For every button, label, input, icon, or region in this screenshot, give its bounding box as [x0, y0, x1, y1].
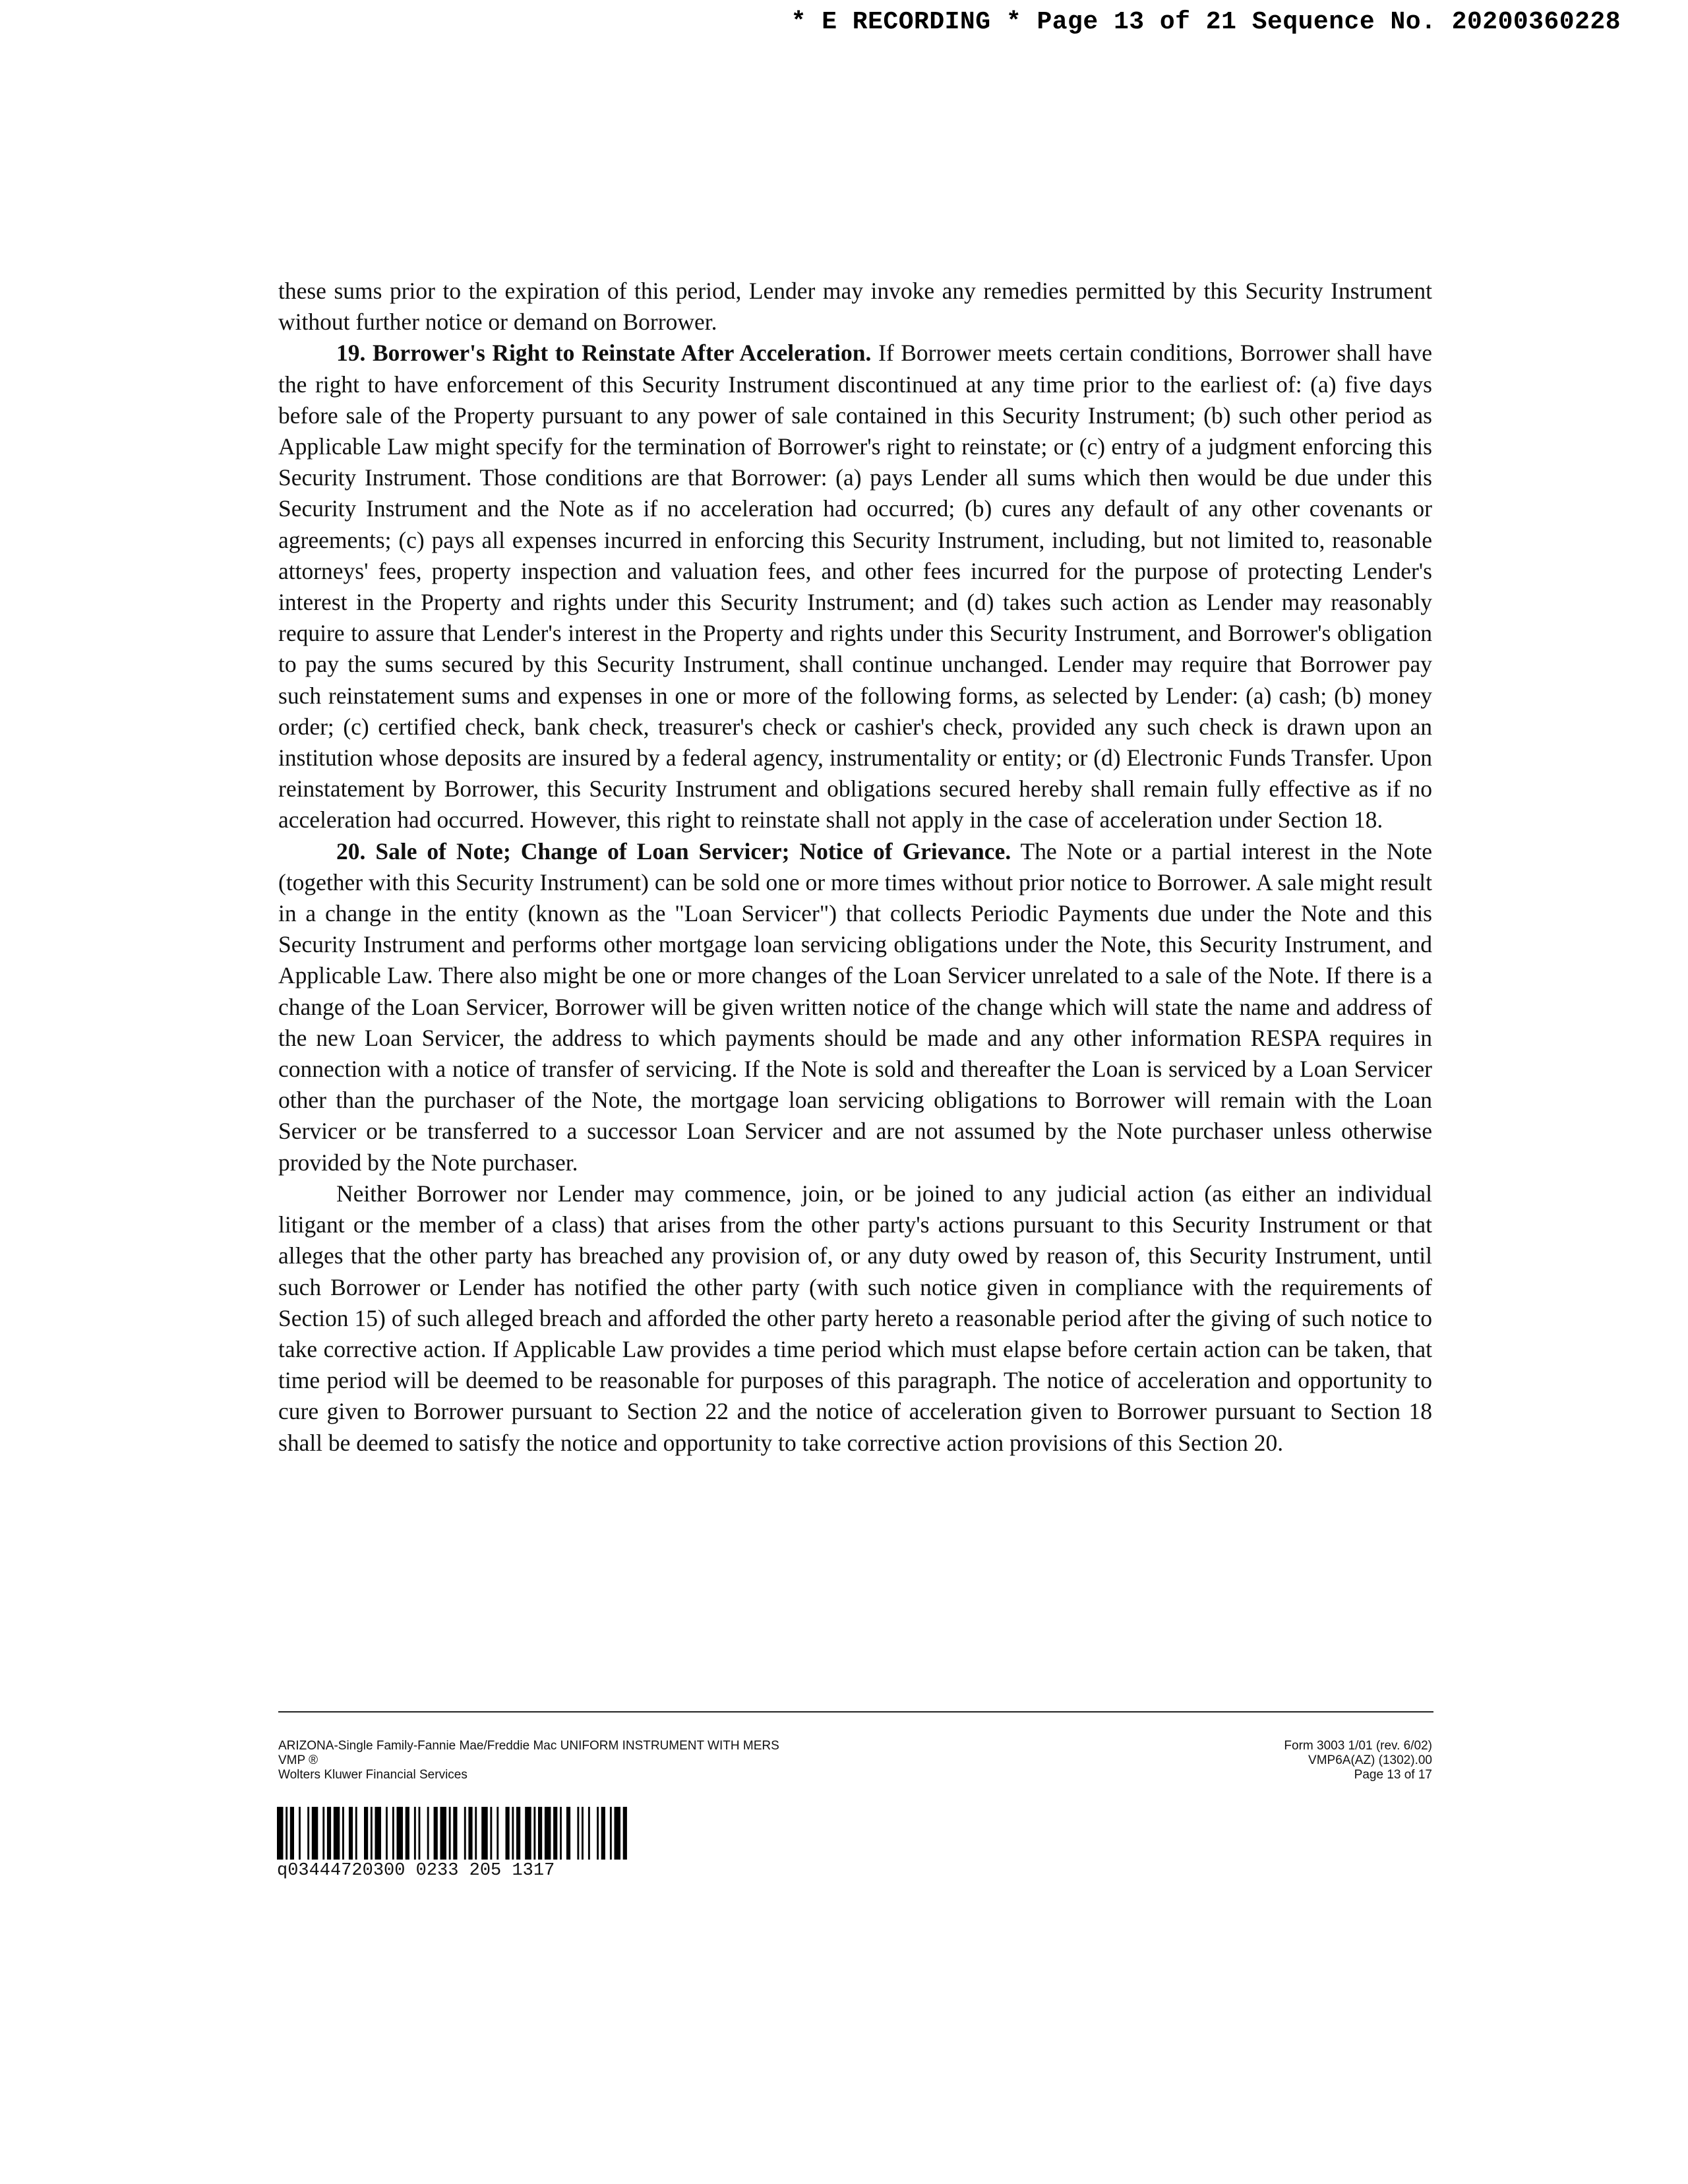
- barcode-bar: [481, 1807, 488, 1860]
- barcode-bar: [307, 1807, 309, 1860]
- barcode-bar: [312, 1807, 318, 1860]
- barcode-bar: [516, 1807, 520, 1860]
- footer-right: [1284, 1739, 1432, 1782]
- barcode-bar: [577, 1807, 579, 1860]
- page-indicator: Page 13 of 17: [1354, 1768, 1432, 1782]
- section-19-heading: 19. Borrower's Right to Reinstate After Acceleration.: [336, 340, 872, 367]
- recording-header: * E RECORDING * Page 13 of 21 Sequence No. 20200360228: [791, 8, 1621, 36]
- barcode-bar: [386, 1807, 388, 1860]
- barcode-bar: [468, 1807, 472, 1860]
- barcode-bar: [610, 1807, 612, 1860]
- barcode-bar: [327, 1807, 331, 1860]
- section-20-second-paragraph: Neither Borrower nor Lender may commence, join, or be joined to any judicial action (as either an individual litigant or the member of a class) that arises from the other party's actions pursuant to this Security Instrument or that alleges that the other party has breached any provision of, or any duty owed by reason of, this Security Instrument, until such Borrower or Lender has notified the other party (with such notice given in compliance with the requirements of Section 15) of such alleged breach and afforded the other party hereto a reasonable period after the giving of such notice to take corrective action. If Applicable Law provides a time period which must elapse before certain action can be taken, that time period will be deemed to be reasonable for purposes of this paragraph. The notice of acceleration and opportunity to cure given to Borrower pursuant to Section 22 and the notice of acceleration given to Borrower pursuant to Section 18 shall be deemed to satisfy the notice and opportunity to take corrective action provisions of this Section 20.: [278, 1180, 1432, 1456]
- barcode-bar: [364, 1807, 368, 1860]
- barcode-bar: [414, 1807, 416, 1860]
- vmp-mark: VMP ®: [278, 1753, 318, 1767]
- form-code: VMP6A(AZ) (1302).00: [1308, 1753, 1432, 1767]
- barcode-bar: [560, 1807, 562, 1860]
- barcode-bar: [406, 1807, 409, 1860]
- barcode-bar: [525, 1807, 531, 1860]
- barcode-bar: [419, 1807, 421, 1860]
- barcode-bar: [464, 1807, 466, 1860]
- barcode-bar: [497, 1807, 498, 1860]
- barcode-image: [277, 1807, 732, 1860]
- barcode-bar: [533, 1807, 535, 1860]
- barcode-bar: [490, 1807, 492, 1860]
- barcode-bar: [566, 1807, 570, 1860]
- barcode-bar: [449, 1807, 451, 1860]
- barcode-bar: [453, 1807, 457, 1860]
- barcode-bar: [277, 1807, 284, 1860]
- barcode-bar: [512, 1807, 514, 1860]
- barcode-bar: [475, 1807, 477, 1860]
- barcode-bar: [582, 1807, 584, 1860]
- section-20-text: The Note or a partial interest in the Note (together with this Security Instrument) can be sold one or more times without prior notice to Borrower. A sale might result in a change in the entity (known as the "Loan Servicer") that collects Periodic Payments due under the Note and this Security Instrument and performs other mortgage loan servicing obligations under the Note, this Security Instrument, and Applicable Law. There also might be one or more changes of the Loan Servicer unrelated to a sale of the Note. If there is a change of the Loan Servicer, Borrower will be given written notice of the change which will state the name and address of the new Loan Servicer, the address to which payments should be made and any other information RESPA requires in connection with a notice of transfer of servicing. If the Note is sold and thereafter the Loan is serviced by a Loan Servicer other than the purchaser of the Note, the mortgage loan servicing obligations to Borrower will remain with the Loan Servicer or be transferred to a successor Loan Servicer and are not assumed by the Note purchaser unless otherwise provided by the Note purchaser.: [278, 837, 1433, 1176]
- barcode-bar: [506, 1807, 510, 1860]
- barcode-bar: [334, 1807, 340, 1860]
- section-19-paragraph: [278, 338, 1432, 835]
- barcode-bar: [322, 1807, 324, 1860]
- barcode-bar: [538, 1807, 542, 1860]
- barcode-bar: [434, 1807, 438, 1860]
- continuation-paragraph: these sums prior to the expiration of this period, Lender may invoke any remedies permitted by this Security Instrument without further notice or demand on Borrower.: [278, 278, 1432, 336]
- form-title: ARIZONA-Single Family-Fannie Mae/Freddie Mac UNIFORM INSTRUMENT WITH MERS: [278, 1739, 779, 1753]
- barcode-bar: [553, 1807, 557, 1860]
- barcode-bar: [286, 1807, 287, 1860]
- barcode-bar: [440, 1807, 447, 1860]
- barcode-bar: [342, 1807, 344, 1860]
- barcode-bar: [427, 1807, 429, 1860]
- publisher-name: Wolters Kluwer Financial Services: [278, 1768, 467, 1782]
- section-20-paragraph: [278, 836, 1432, 1178]
- barcode-bar: [545, 1807, 551, 1860]
- barcode-bar: [615, 1807, 621, 1860]
- barcode-bar: [290, 1807, 294, 1860]
- section-19-text: If Borrower meets certain conditions, Borrower shall have the right to have enforcement of this Security Instrument discontinued at any time prior to the earliest of: (a) five days before sale of the Property pursuant to any power of sale contained in this Security Instrument; (b) such other period as Applicable Law might specify for the termination of Borrower's right to reinstate; or (c) entry of a judgment enforcing this Security Instrument. Those conditions are that Borrower: (a) pays Lender all sums which then would be due under this Security Instrument and the Note as if no acceleration had occurred; (b) cures any default of any other covenants or agreements; (c) pays all expenses incurred in enforcing this Security Instrument, including, but not limited to, reasonable attorneys' fees, property inspection and valuation fees, and other fees incurred for the purpose of protecting Lender's interest in the Property and rights under this Security Instrument; and (d) takes such action as Lender may reasonably require to assure that Lender's interest in the Property and rights under this Security Instrument, and Borrower's obligation to pay the sums secured by this Security Instrument, shall continue unchanged. Lender may require that Borrower pay such reinstatement sums and expenses in one or more of the following forms, as selected by Lender: (a) cash; (b) money order; (c) certified check, bank check, treasurer's check or cashier's check, provided any such check is drawn upon an institution whose deposits are insured by a federal agency, instrumentality or entity; or (d) Electronic Funds Transfer. Upon reinstatement by Borrower, this Security Instrument and obligations secured hereby shall remain fully effective as if no acceleration had occurred. However, this right to reinstate shall not apply in the case of acceleration under Section 18.: [278, 340, 1433, 834]
- barcode-bar: [597, 1807, 599, 1860]
- document-body: [278, 276, 1432, 1459]
- barcode-bar: [392, 1807, 394, 1860]
- barcode-bar: [601, 1807, 605, 1860]
- barcode-bar: [588, 1807, 590, 1860]
- section-20-heading: 20. Sale of Note; Change of Loan Servicer; Notice of Grievance.: [336, 837, 1011, 864]
- barcode-bar: [349, 1807, 353, 1860]
- barcode-number: q03444720300 0233 205 1317: [277, 1861, 555, 1881]
- barcode-bar: [623, 1807, 627, 1860]
- barcode-bar: [355, 1807, 357, 1860]
- footer-left: [278, 1739, 779, 1782]
- barcode-bar: [299, 1807, 301, 1860]
- footer-divider: [278, 1711, 1433, 1713]
- form-number: Form 3003 1/01 (rev. 6/02): [1284, 1739, 1432, 1753]
- barcode-bar: [371, 1807, 373, 1860]
- barcode-bar: [375, 1807, 382, 1860]
- barcode-bar: [397, 1807, 404, 1860]
